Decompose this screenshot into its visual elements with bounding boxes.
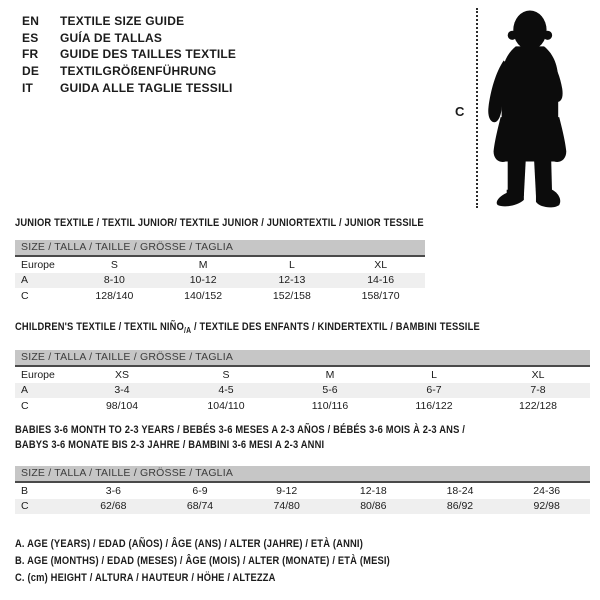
junior-size-table: [15, 240, 425, 304]
table-row: [15, 483, 590, 499]
table-cell: 18-24: [446, 484, 474, 497]
table-cell: XL: [531, 368, 545, 381]
table-cell: 8-10: [103, 274, 125, 287]
table-cell: 6-9: [192, 484, 208, 497]
table-cell: 92/98: [533, 500, 560, 513]
table-cell: L: [431, 368, 437, 381]
row-label: A: [21, 384, 29, 397]
table-row: [15, 383, 590, 399]
table-cell: L: [288, 258, 295, 271]
table-cell: 5-6: [322, 384, 338, 397]
table-cell: 3-4: [114, 384, 130, 397]
babies-size-table: [15, 466, 590, 514]
table-cell: 68/74: [186, 500, 214, 513]
table-cell: 12-18: [359, 484, 387, 497]
row-label: B: [21, 484, 29, 497]
footnote-height-cm: C. (cm) HEIGHT / ALTURA / HAUTEUR / HÖHE / ALTEZZA: [15, 572, 276, 584]
language-code: EN: [22, 14, 40, 29]
children-size-table: [15, 350, 590, 414]
footnote-age-years: A. AGE (YEARS) / EDAD (AÑOS) / ÂGE (ANS) / ALTER (JAHRE) / ETÀ (ANNI): [15, 538, 363, 550]
children-textile-section: [15, 321, 590, 414]
baby-silhouette-icon: [487, 8, 589, 210]
table-cell: 98/104: [105, 399, 139, 412]
language-code: ES: [22, 30, 39, 45]
language-label: GUIDA ALLE TAGLIE TESSILI: [60, 80, 233, 95]
table-cell: 10-12: [189, 274, 217, 287]
table-cell: S: [110, 258, 118, 271]
junior-textile-section: [15, 217, 425, 304]
language-row: [22, 63, 236, 80]
table-cell: M: [198, 258, 208, 271]
row-label: A: [21, 274, 29, 287]
table-cell: 122/128: [519, 399, 557, 412]
footnotes: [15, 536, 456, 587]
language-row: [22, 46, 236, 63]
language-row: [22, 79, 236, 96]
children-title-suffix: / TEXTILE DES ENFANTS / KINDERTEXTIL / BAMBINI TESSILE: [191, 321, 480, 333]
table-cell: XL: [374, 258, 388, 271]
table-row: [15, 499, 590, 515]
height-measure-dotted-line: [476, 8, 478, 208]
table-cell: XS: [114, 368, 129, 381]
table-cell: 116/122: [415, 399, 453, 412]
table-row: [15, 273, 425, 289]
children-title-prefix: CHILDREN'S TEXTILE / TEXTIL NIÑO: [15, 321, 185, 333]
table-cell: 128/140: [95, 289, 134, 302]
language-label: TEXTILGRÖßENFÜHRUNG: [60, 64, 217, 79]
table-cell: 140/152: [184, 289, 223, 302]
children-title-sub: /A: [184, 326, 192, 336]
table-row: [15, 257, 425, 273]
table-cell: M: [325, 368, 335, 381]
table-cell: S: [222, 368, 230, 381]
row-label: Europe: [21, 258, 55, 271]
table-cell: 62/68: [100, 500, 127, 513]
babies-textile-section: [15, 423, 590, 514]
language-row: [22, 30, 236, 47]
row-label: C: [21, 500, 29, 513]
table-cell: 74/80: [273, 500, 300, 513]
babies-table-title: [15, 423, 504, 453]
language-list: [22, 13, 236, 96]
table-cell: 6-7: [426, 384, 442, 397]
language-code: DE: [22, 64, 40, 79]
table-cell: 86/92: [446, 500, 474, 513]
language-code: IT: [22, 80, 34, 95]
table-row: [15, 288, 425, 304]
table-row: [15, 398, 590, 414]
row-label: C: [21, 399, 29, 412]
table-cell: 152/158: [272, 289, 311, 302]
children-table-title: [15, 321, 504, 337]
table-cell: 14-16: [367, 274, 395, 287]
language-label: TEXTILE SIZE GUIDE: [60, 14, 185, 29]
size-header-band: SIZE / TALLA / TAILLE / GRÖSSE / TAGLIA: [15, 350, 590, 367]
height-measure-label: C: [455, 104, 465, 119]
table-cell: 80/86: [360, 500, 387, 513]
junior-table-title: JUNIOR TEXTILE / TEXTIL JUNIOR/ TEXTILE JUNIOR / JUNIORTEXTIL / JUNIOR TESSILE: [15, 217, 424, 229]
table-cell: 12-13: [278, 274, 306, 287]
footnote-age-months: B. AGE (MONTHS) / EDAD (MESES) / ÂGE (MOIS) / ALTER (MONATE) / ETÀ (MESI): [15, 555, 390, 567]
row-label: Europe: [21, 368, 55, 381]
language-row: [22, 13, 236, 30]
size-header-band: SIZE / TALLA / TAILLE / GRÖSSE / TAGLIA: [15, 466, 590, 483]
babies-title-line1: BABIES 3-6 MONTH TO 2-3 YEARS / BEBÉS 3-6 MESES A 2-3 AÑOS / BÉBÉS 3-6 MOIS À 2-3 ANS /: [15, 424, 466, 436]
language-label: GUIDE DES TAILLES TEXTILE: [60, 47, 237, 62]
size-header-band: SIZE / TALLA / TAILLE / GRÖSSE / TAGLIA: [15, 240, 425, 257]
babies-title-line2: BABYS 3-6 MONATE BIS 2-3 JAHRE / BAMBINI 3-6 MESI A 2-3 ANNI: [15, 439, 325, 451]
table-cell: 4-5: [218, 384, 234, 397]
table-row: [15, 367, 590, 383]
table-cell: 7-8: [530, 384, 546, 397]
table-cell: 158/170: [361, 289, 400, 302]
table-cell: 104/110: [207, 399, 245, 412]
table-cell: 24-36: [533, 484, 561, 497]
row-label: C: [21, 289, 29, 302]
table-cell: 110/116: [311, 399, 349, 412]
language-code: FR: [22, 47, 39, 62]
language-label: GUÍA DE TALLAS: [60, 30, 163, 45]
table-cell: 9-12: [276, 484, 298, 497]
table-cell: 3-6: [105, 484, 121, 497]
